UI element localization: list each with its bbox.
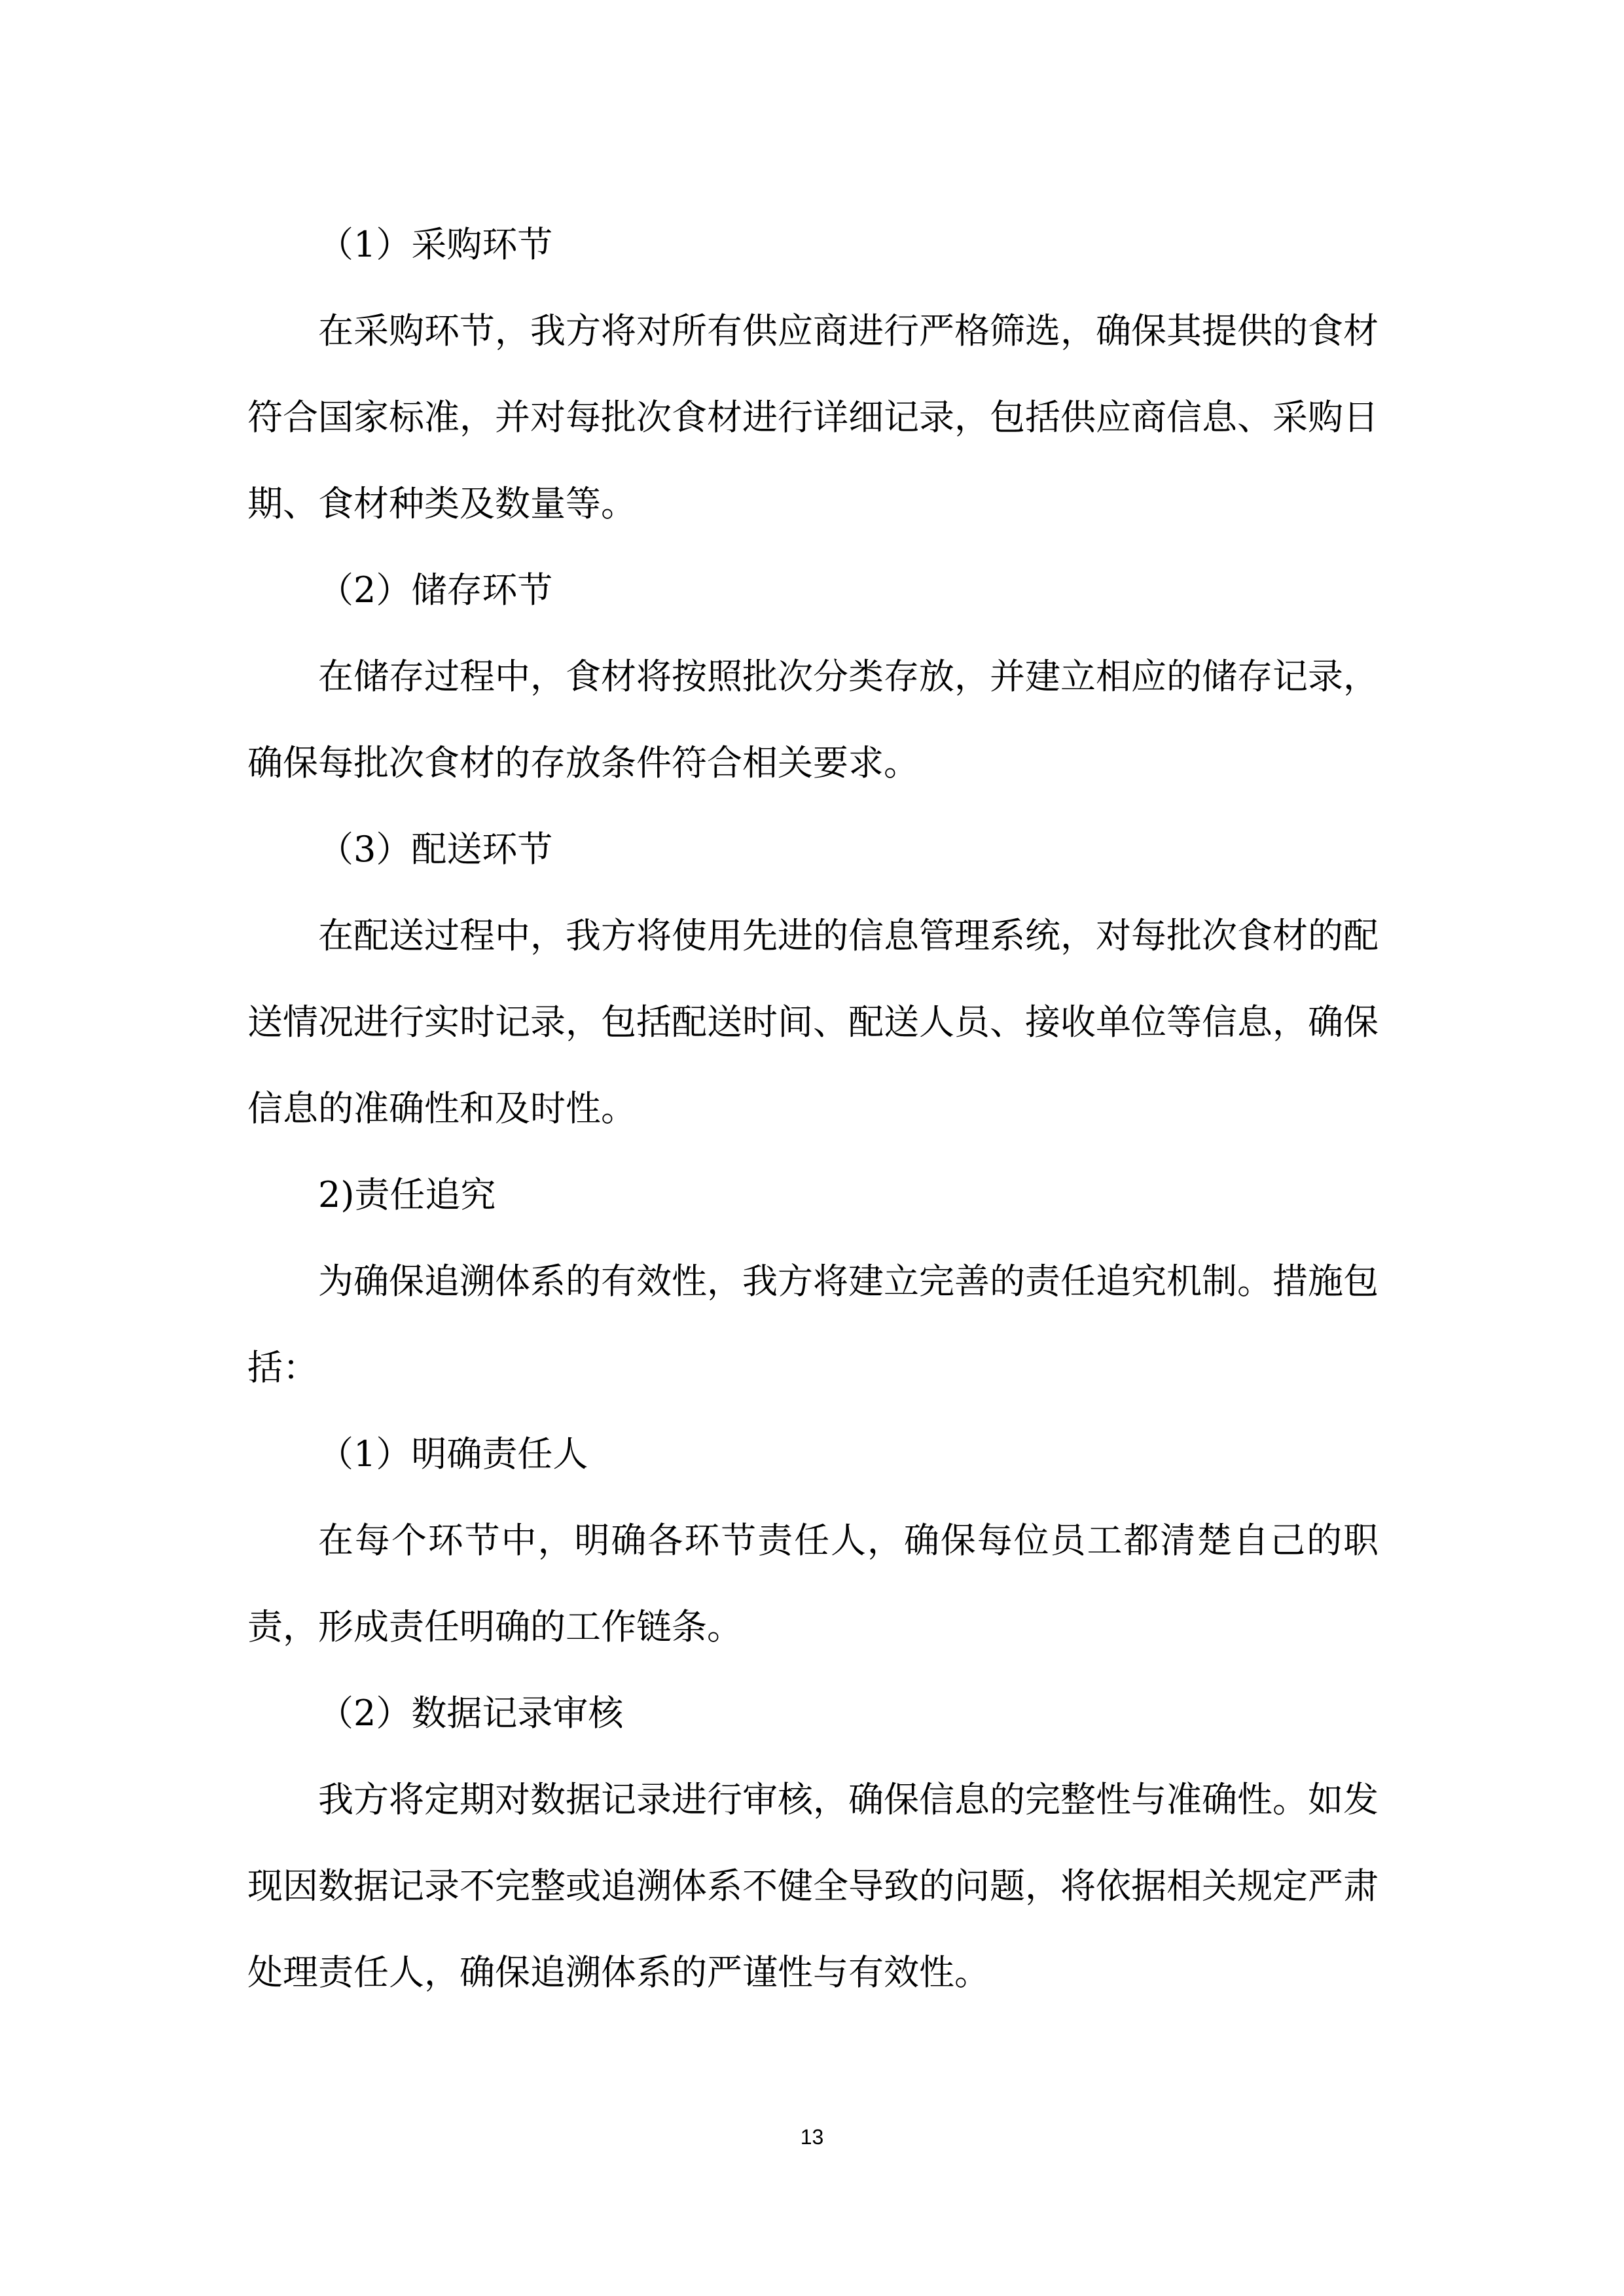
heading-procurement: （1）采购环节: [318, 224, 553, 265]
paragraph-delivery: 在配送过程中，我方将使用先进的信息管理系统，对每批次食材的配送情况进行实时记录，包括配送时间、配送人员、接收单位等信息，确保信息的准确性和及时性。: [247, 915, 1379, 1129]
paragraph-accountability: 为确保追溯体系的有效性，我方将建立完善的责任追究机制。措施包括：: [247, 1261, 1379, 1388]
paragraph-storage: 在储存过程中，食材将按照批次分类存放，并建立相应的储存记录，确保每批次食材的存放条件符合相关要求。: [247, 656, 1379, 783]
paragraph-procurement: 在采购环节，我方将对所有供应商进行严格筛选，确保其提供的食材符合国家标准，并对每批次食材进行详细记录，包括供应商信息、采购日期、食材种类及数量等。: [247, 310, 1379, 524]
paragraph-data-audit: 我方将定期对数据记录进行审核，确保信息的完整性与准确性。如发现因数据记录不完整或追溯体系不健全导致的问题，将依据相关规定严肃处理责任人，确保追溯体系的严谨性与有效性。: [247, 1779, 1379, 1993]
paragraph-responsible-person: 在每个环节中，明确各环节责任人，确保每位员工都清楚自己的职责，形成责任明确的工作链条。: [247, 1520, 1379, 1647]
page-body: [247, 202, 1379, 2016]
heading-data-audit: （2）数据记录审核: [318, 1693, 624, 1734]
heading-responsible-person: （1）明确责任人: [318, 1433, 588, 1475]
page-number: 13: [800, 2125, 824, 2149]
heading-storage: （2）储存环节: [318, 569, 553, 611]
heading-accountability: 2)责任追究: [318, 1174, 496, 1215]
heading-delivery: （3）配送环节: [318, 829, 553, 870]
